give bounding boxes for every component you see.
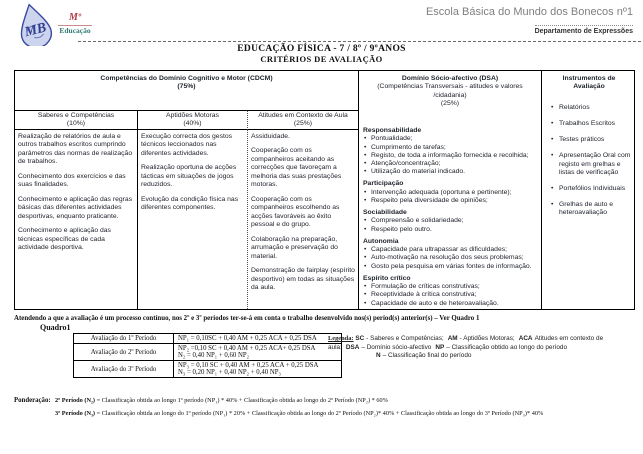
page-title xyxy=(0,44,643,64)
ministry-education-logo xyxy=(58,13,92,34)
dsa-section-title: Sociabilidade xyxy=(363,209,407,216)
title-line2: CRITÉRIOS DE AVALIAÇÃO xyxy=(260,54,383,64)
formula-line: NP₂ =0,10 SC + 0,40 AM + 0,25 ACA+ 0,25 DSA xyxy=(178,345,316,352)
legend-abbr: SC xyxy=(355,335,365,342)
formula-line: NP₃ = 0,10 SC + 0,40 AM + 0,25 ACA + 0,25 DSA xyxy=(178,362,319,369)
dsa-section-title: Responsabilidade xyxy=(363,126,422,134)
dsa-item: • Receptividade à crítica construtiva; xyxy=(363,291,537,299)
weighting-formula: = Classificação obtida ao longo do 1º período (NP₁) * 20% + Classificação obtida ao longo do 2º Período (NP₂)* 40% + Classificação obtida ao longo do 3º Período (NP₃)* 40% xyxy=(95,410,544,417)
dsa-section-sociabilidade xyxy=(363,209,537,234)
legend-abbr: ACA xyxy=(518,335,533,342)
weighting-line-2nd-period xyxy=(55,397,388,404)
dsa-column xyxy=(358,71,541,309)
dsa-item: • Utilização do material indicado. xyxy=(363,168,537,176)
legend-entry xyxy=(448,335,515,342)
header-divider xyxy=(78,41,641,42)
dsa-item: • Auto-motivação na resolução dos seus problemas; xyxy=(363,254,537,262)
legend-entry xyxy=(355,335,443,342)
dsa-item: • Registo, de toda a informação fornecida e recolhida; xyxy=(363,152,537,160)
dsa-item: • Intervenção adequada (oportuna e pertinente); xyxy=(363,189,537,197)
instruments-column xyxy=(541,71,636,309)
cdcm-pct: (75%) xyxy=(177,83,196,91)
dsa-section-title: Participação xyxy=(363,180,404,188)
dsa-section-title: Autonomia xyxy=(363,237,399,245)
legend-entry xyxy=(346,344,431,351)
dsa-item: • Formulação de críticas construtivas; xyxy=(363,283,537,291)
criteria-paragraph: Evolução da condição física nas diferentes componentes. xyxy=(141,195,239,212)
cdcm-title: Competências do Domínio Cognitivo e Motor (CDCM) xyxy=(100,75,273,82)
dsa-section-espirito-critico xyxy=(363,275,537,308)
dsa-subtitle: (Competências Transversais - atitudes e valores /cidadania) xyxy=(377,83,523,99)
dsa-item: • Atenção/concentração; xyxy=(363,160,537,168)
dsa-item: • Cumprimento de tarefas; xyxy=(363,144,537,152)
logo-monogram: MB xyxy=(23,20,48,41)
criteria-paragraph: Cooperação com os companheiros aceitando as correcções que favoreçam a melhoria das suas prestações motoras. xyxy=(251,147,342,189)
school-drop-logo-icon xyxy=(12,2,56,46)
criteria-paragraph: Conhecimento e aplicação das técnicas específicas de cada actividade desportiva. xyxy=(18,227,111,252)
instrument-item: • Grelhas de auto e heteroavaliação xyxy=(550,201,632,217)
period-formula xyxy=(174,344,342,361)
table-row xyxy=(74,361,342,378)
legend-def: - Saberes e Competências; xyxy=(366,335,444,342)
dsa-item: • Gosto pela pesquisa em várias fontes de informação. xyxy=(363,263,537,271)
period-formula xyxy=(174,361,342,378)
period-formula xyxy=(174,334,342,344)
table-row xyxy=(74,334,342,344)
dsa-title: Domínio Sócio-afectivo (DSA) xyxy=(401,75,499,82)
criteria-paragraph: Execução correcta dos gestos técnicos leccionados nas diferentes actividades. xyxy=(141,133,233,157)
dsa-item: • Pontualidade; xyxy=(363,135,537,143)
ministry-symbol: Mº xyxy=(69,12,81,23)
legend-abbr: AM xyxy=(447,335,458,342)
col-header-label: Aptidões Motoras xyxy=(166,112,219,119)
legend-abbr: NP xyxy=(435,343,445,351)
ministry-label: Educação xyxy=(59,25,91,35)
criteria-paragraph: Conhecimento dos exercícios e das suas finalidades. xyxy=(18,172,126,189)
legend-def: – Classificação final do período xyxy=(382,352,472,360)
weighting-line-3rd-period xyxy=(55,410,543,417)
col-header-label: Saberes e Competências xyxy=(37,112,115,119)
instrument-item: • Trabalhos Escritos xyxy=(550,120,632,128)
dsa-item: • Capacidade de auto e de heteroavaliação. xyxy=(363,300,537,308)
instruments-header: Instrumentos de Avaliação xyxy=(562,75,616,91)
col-header-pct: (40%) xyxy=(183,120,202,128)
period-label: Avaliação do 1º Período xyxy=(74,334,174,344)
dsa-header xyxy=(363,73,537,109)
criteria-table xyxy=(14,70,635,310)
legend-def: - Aptidões Motoras; xyxy=(459,335,515,342)
dsa-section-responsabilidade xyxy=(363,127,537,176)
col-body-aptidoes xyxy=(137,130,247,309)
col-header-saberes xyxy=(15,111,137,130)
col-header-pct: (25%) xyxy=(293,120,313,128)
weighting-label: Ponderação: xyxy=(14,397,51,404)
col-body-atitudes xyxy=(247,130,358,309)
col-header-label: Atitudes em Contexto de Aula xyxy=(258,112,348,119)
col-header-aptidoes xyxy=(137,111,247,130)
dsa-section-title: Espírito crítico xyxy=(363,274,411,282)
weighting-period: 2º Período (N₂) xyxy=(55,397,95,404)
dsa-item: • Compreensão e solidariedade; xyxy=(363,217,537,225)
criteria-paragraph: Assiduidade. xyxy=(251,133,290,140)
continuous-evaluation-note: Atendendo a que a avaliação é um processo contínuo, nos 2º e 3º períodos ter-se-á em conta o trabalho desenvolvido nos(s) períod(s) anterior(s) – Ver Quadro 1 xyxy=(14,315,480,322)
table-row xyxy=(74,344,342,361)
criteria-paragraph: Conhecimento e aplicação das regras básicas das diferentes actividades desportivas, enquanto praticante. xyxy=(18,195,133,220)
legend-label: Legenda: xyxy=(328,335,354,342)
period-label: Avaliação do 2º Período xyxy=(74,344,174,361)
instrument-item: • Portefólios Individuais xyxy=(550,185,632,193)
col-header-pct: (10%) xyxy=(66,120,86,128)
criteria-paragraph: Cooperação com os companheiros escolhendo as acções favoráveis ao êxito pessoal e do grupo. xyxy=(251,195,340,229)
instrument-item: • Apresentação Oral com registo em grelhas e listas de verificação xyxy=(550,152,632,176)
formula-line: N₂ = 0,40 NP₁ + 0,60 NP₂ xyxy=(178,352,250,359)
school-name: Escola Básica do Mundo dos Bonecos nº1 xyxy=(425,6,633,18)
dsa-item: • Capacidade para ultrapassar as dificuldades; xyxy=(363,246,537,254)
criteria-paragraph: Realização de relatórios de aula e outros trabalhos escritos cumprindo parâmetros das normas de realização de trabalhos. xyxy=(18,133,133,166)
title-line1: EDUCAÇÃO FÍSICA - 7 / 8º / 9ºANOS xyxy=(237,44,406,54)
department-name: Departamento de Expressões xyxy=(534,28,633,35)
weighting-period: 3º Período (N₃) xyxy=(55,410,95,417)
dsa-sections xyxy=(363,127,537,308)
quadro1-caption: Quadro1 xyxy=(40,323,71,332)
formula-line: NP₁ = 0,10SC + 0,40 AM + 0,25 ACA + 0,25 DSA xyxy=(178,335,317,342)
quadro1-table xyxy=(73,333,342,378)
instrument-item: • Testes práticos xyxy=(550,136,632,144)
instrument-item: • Relatórios xyxy=(550,104,632,112)
period-label: Avaliação do 3º Período xyxy=(74,361,174,378)
col-body-saberes xyxy=(15,130,137,309)
legend-abbr: DSA xyxy=(345,343,360,351)
dsa-section-participacao xyxy=(363,180,537,205)
legend-entry xyxy=(435,344,567,351)
legend-def: – Classificação obtido ao longo do período xyxy=(446,343,568,351)
cdcm-group-header xyxy=(15,71,358,111)
legend-abbr: N xyxy=(376,352,381,360)
dsa-section-autonomia xyxy=(363,238,537,271)
weighting-formula: = Classificação obtida ao longo 1º período (NP₁) * 40% + Classificação obtida ao longo do 2º Período (NP₂) * 60% xyxy=(95,397,388,404)
criteria-paragraph: Demonstração de fairplay (espírito desportivo) em todas as situações da aula. xyxy=(251,267,355,292)
criteria-paragraph: Colaboração na preparação, arrumação e preservação do material. xyxy=(251,235,338,260)
legend-def: – Domínio sócio-afectivo xyxy=(361,343,432,351)
department-block xyxy=(535,25,633,35)
legend-entry xyxy=(376,352,632,361)
legend-block xyxy=(328,335,636,361)
legend-def: Atitudes em contexto de aula; xyxy=(328,335,604,351)
criteria-paragraph: Realização oportuna de acções tácticas em situações de jogos reduzidos. xyxy=(141,164,237,189)
dsa-item: • Respeito pelo outro. xyxy=(363,226,537,234)
formula-line: N₃ = 0,20 NP₁ + 0,40 NP₂ + 0,40 NP₃ xyxy=(178,369,281,376)
dsa-item: • Respeito pela diversidade de opiniões; xyxy=(363,197,537,205)
col-header-atitudes xyxy=(247,111,358,130)
dsa-pct: (25%) xyxy=(440,100,460,108)
